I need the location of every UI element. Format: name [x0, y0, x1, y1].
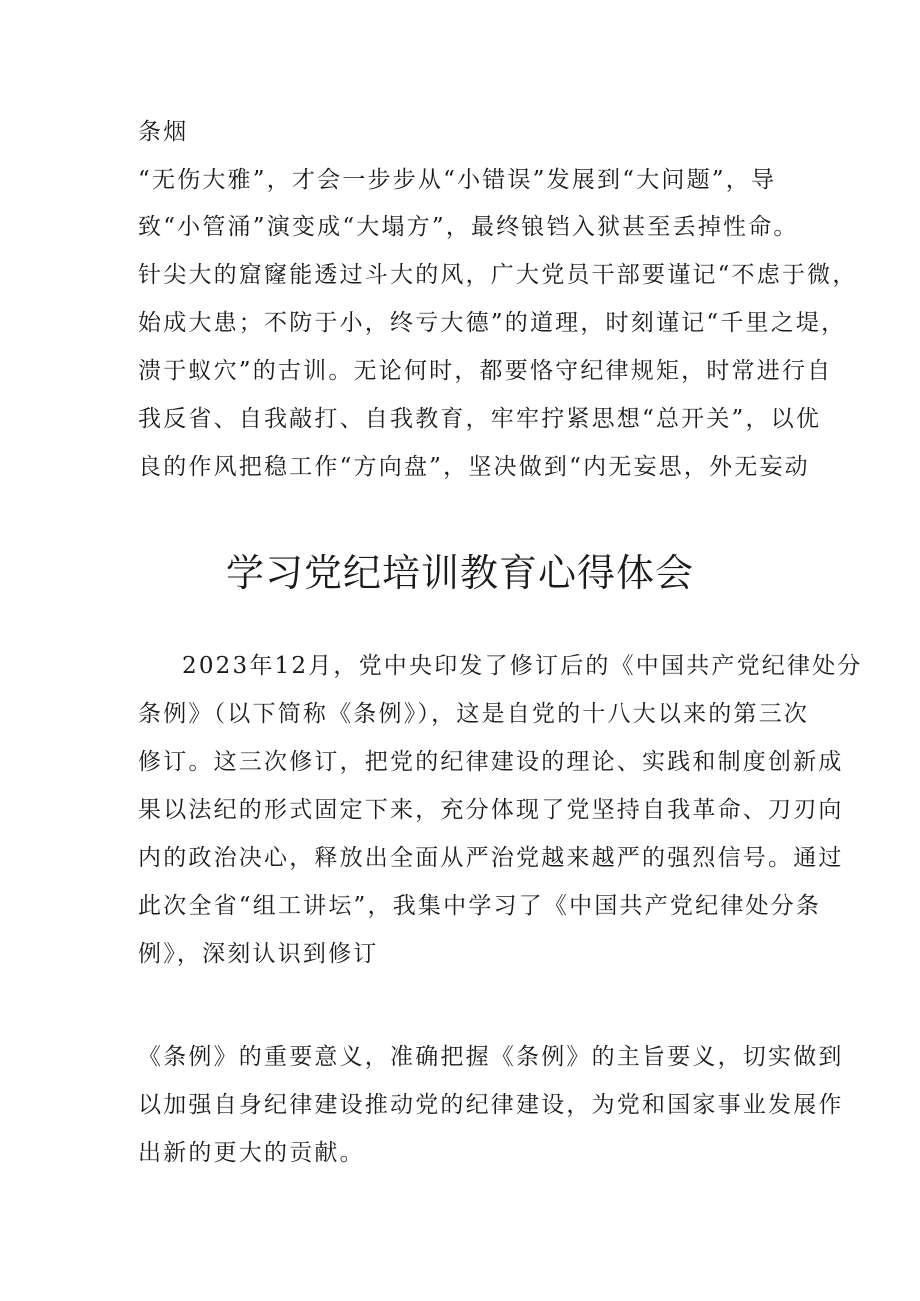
top-line-3: 致“小管涌”演变成“大塌方”，最终锒铛入狱甚至丢掉性命。 — [138, 214, 799, 240]
top-line-6: 溃于蚁穴”的古训。无论何时，都要恪守纪律规矩，时常进行自 — [138, 358, 833, 384]
top-line-5: 始成大患；不防于小，终亏大德”的道理，时刻谨记“千里之堤， — [138, 310, 847, 336]
body-line-7: 例》，深刻认识到修订 — [138, 941, 379, 967]
closing-line-1: 《条例》的重要意义，准确把握《条例》的主旨要义，切实做到 — [138, 1044, 844, 1070]
top-line-2: “无伤大雅”，才会一步步从“小错误”发展到“大问题”，导 — [138, 167, 777, 193]
body-line-2: 条例》（以下简称《条例》），这是自党的十八大以来的第三次 — [138, 701, 810, 727]
closing-line-2: 以加强自身纪律建设推动党的纪律建设，为党和国家事业发展作 — [138, 1092, 844, 1118]
top-line-4: 针尖大的窟窿能透过斗大的风，广大党员干部要谨记“不虑于微， — [138, 262, 858, 288]
top-line-1: 条烟 — [138, 119, 189, 145]
top-line-8: 良的作风把稳工作“方向盘”，坚决做到“内无妄思，外无妄动 — [138, 454, 810, 480]
body-line-1: 2023年12月，党中央印发了修订后的《中国共产党纪律处分 — [182, 653, 863, 679]
body-line-5: 内的政治决心，释放出全面从严治党越来越严的强烈信号。通过 — [138, 845, 844, 871]
closing-line-3: 出新的更大的贡献。 — [138, 1140, 365, 1166]
body-line-3: 修订。这三次修订，把党的纪律建设的理论、实践和制度创新成 — [138, 749, 844, 775]
top-line-7: 我反省、自我敲打、自我教育，牢牢拧紧思想“总开关”，以优 — [138, 406, 822, 432]
body-line-4: 果以法纪的形式固定下来，充分体现了党坚持自我革命、刀刃向 — [138, 797, 844, 823]
body-line-6: 此次全省“组工讲坛”，我集中学习了《中国共产党纪律处分条 — [138, 893, 822, 919]
document-title: 学习党纪培训教育心得体会 — [225, 551, 694, 595]
